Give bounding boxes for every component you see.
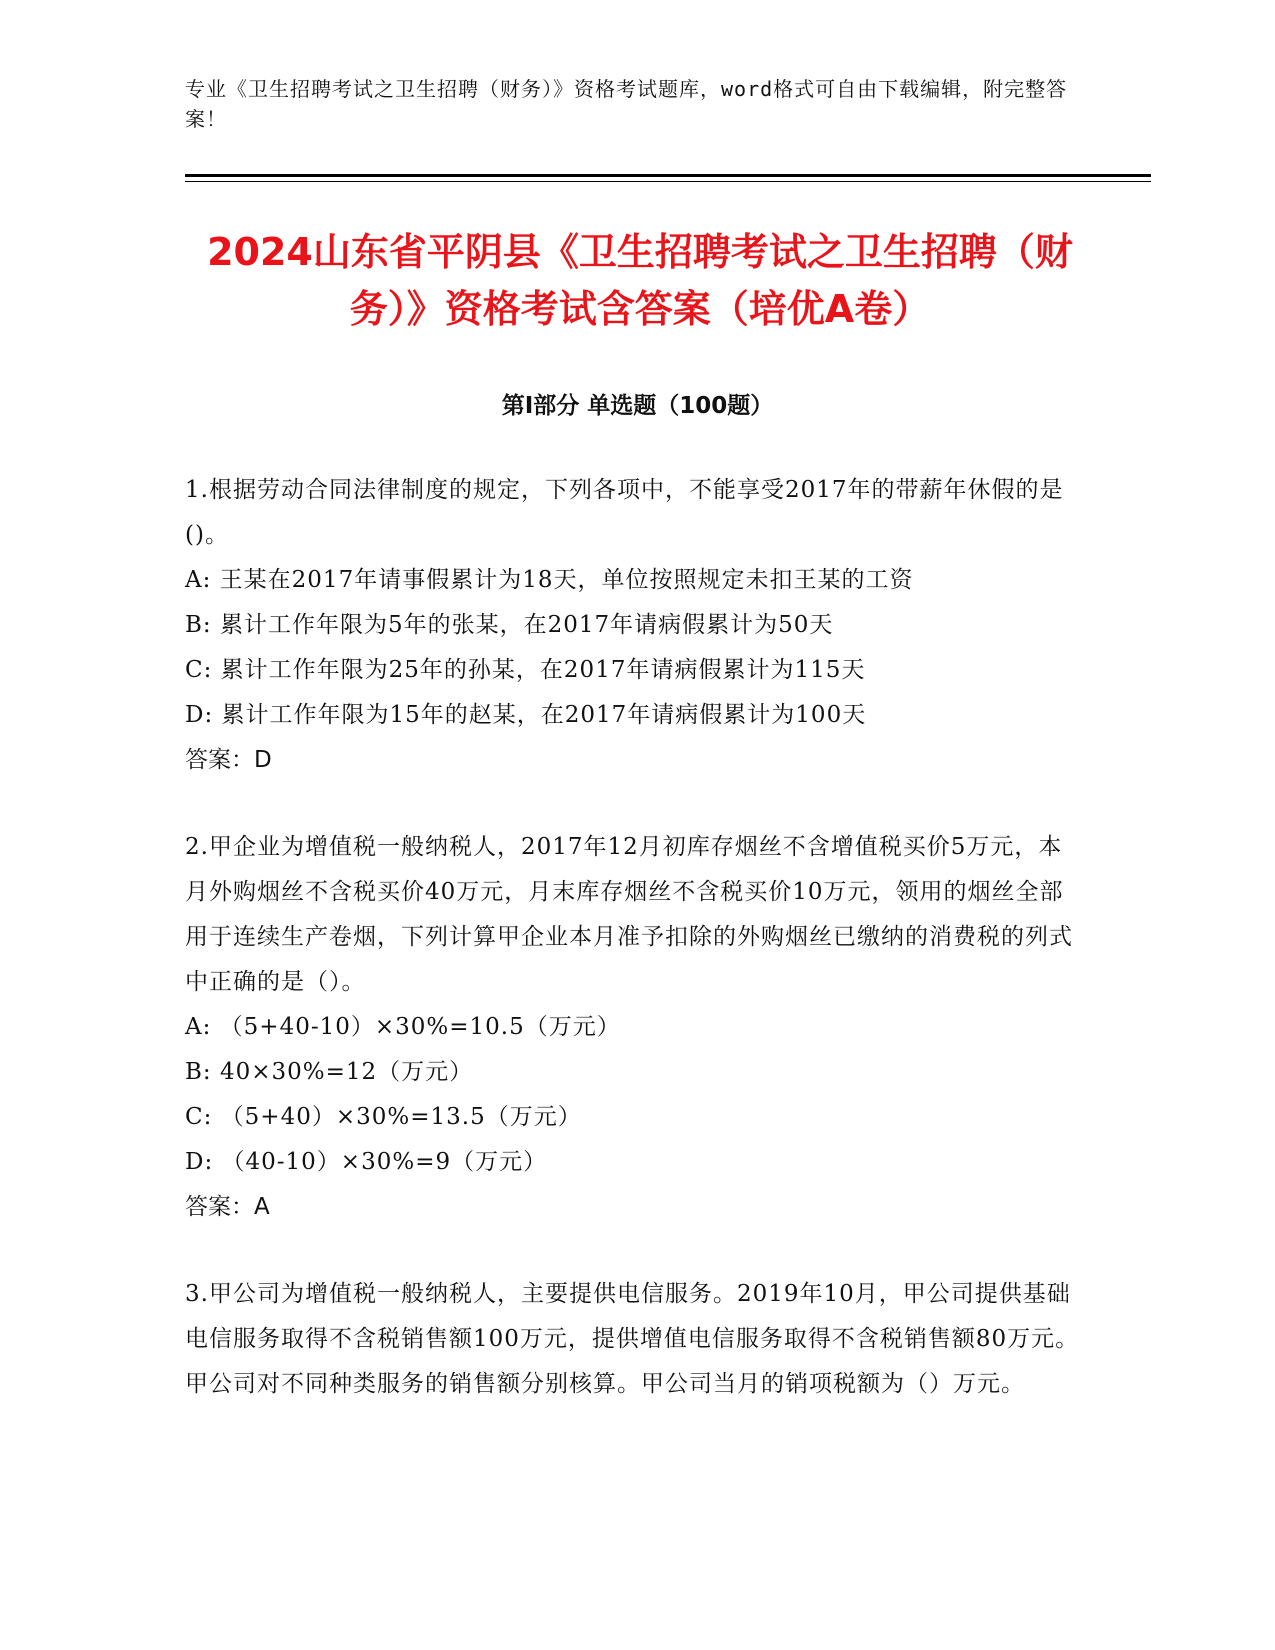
option-a: A: 王某在2017年请事假累计为18天，单位按照规定未扣王某的工资 xyxy=(185,567,914,593)
question-stem: 3.甲公司为增值税一般纳税人，主要提供电信服务。2019年10月，甲公司提供基础电信服务取得不含税销售额100万元，提供增值电信服务取得不含税销售额80万元。甲公司对不同种类服务的销售额分别核算。甲公司当月的销项税额为（）万元。 xyxy=(185,1281,1080,1397)
question-stem: 2.甲企业为增值税一般纳税人，2017年12月初库存烟丝不含增值税买价5万元，本月外购烟丝不含税买价40万元，月末库存烟丝不含税买价10万元，领用的烟丝全部用于连续生产卷烟，下列计算甲企业本月准予扣除的外购烟丝已缴纳的消费税的列式中正确的是（）。 xyxy=(185,834,1073,995)
question-list xyxy=(185,468,1085,1449)
option-c: C: （5+40）×30%=13.5（万元） xyxy=(185,1104,582,1130)
question-3 xyxy=(185,1272,1085,1407)
question-1 xyxy=(185,468,1085,783)
option-c: C: 累计工作年限为25年的孙某，在2017年请病假累计为115天 xyxy=(185,657,866,683)
question-2 xyxy=(185,825,1085,1230)
option-b: B: 累计工作年限为5年的张某，在2017年请病假累计为50天 xyxy=(185,612,834,638)
answer-text: 答案：A xyxy=(185,1194,270,1220)
header-note: 专业《卫生招聘考试之卫生招聘（财务）》资格考试题库，word格式可自由下载编辑，附完整答案！ xyxy=(185,77,1068,131)
header-divider-thin xyxy=(185,181,1151,182)
question-stem: 1.根据劳动合同法律制度的规定，下列各项中，不能享受2017年的带薪年休假的是()。 xyxy=(185,477,1064,548)
option-d: D: 累计工作年限为15年的赵某，在2017年请病假累计为100天 xyxy=(185,702,867,728)
option-a: A: （5+40-10）×30%=10.5（万元） xyxy=(185,1014,621,1040)
header-divider-thick xyxy=(185,174,1151,177)
document-title: 2024山东省平阴县《卫生招聘考试之卫生招聘（财务）》资格考试含答案（培优A卷） xyxy=(207,230,1073,331)
option-d: D: （40-10）×30%=9（万元） xyxy=(185,1149,548,1175)
section-title: 第Ⅰ部分 单选题（100题） xyxy=(501,393,774,419)
answer-text: 答案：D xyxy=(185,747,272,773)
option-b: B: 40×30%=12（万元） xyxy=(185,1059,474,1085)
